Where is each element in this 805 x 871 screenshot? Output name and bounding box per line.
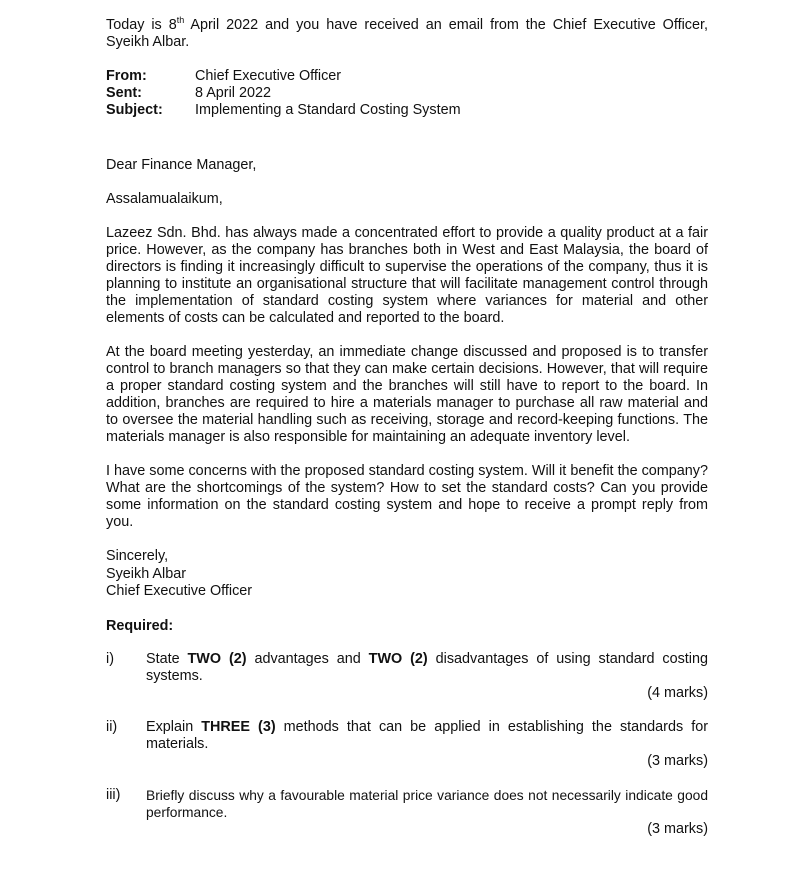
- text-run: Explain: [146, 718, 202, 735]
- valediction: Sincerely,: [106, 548, 169, 564]
- emphasis-text: THREE (3): [201, 718, 276, 735]
- question-number: iii): [106, 786, 121, 803]
- text-run: methods that can be applied in establishing the standards for materials.: [146, 718, 709, 752]
- body-paragraph: I have some concerns with the proposed standard costing system. Will it benefit the company? What are the shortcomings of the system? How to set the standard costs? Can you provide some information on the standard costing system and hope to receive a prompt reply from you.: [106, 463, 708, 530]
- intro-text-end: April 2022 and you have received an email from the Chief Executive Officer, Syeikh Albar.: [106, 17, 708, 50]
- question-marks: (3 marks): [647, 752, 708, 769]
- intro-text-start: Today is 8: [106, 17, 177, 33]
- emphasis-text: TWO (2): [187, 650, 247, 667]
- header-from: [106, 68, 708, 85]
- text-run: State: [146, 650, 188, 667]
- day-ordinal-suffix: th: [176, 15, 185, 25]
- header-label: Subject:: [106, 102, 163, 118]
- signature-block: [106, 548, 708, 601]
- header-value: Implementing a Standard Costing System: [195, 102, 461, 118]
- question-text: [146, 719, 708, 753]
- header-value: Chief Executive Officer: [195, 68, 342, 84]
- question-text: Briefly discuss why a favourable material price variance does not necessarily indicate good performance.: [146, 787, 708, 820]
- header-value: 8 April 2022: [195, 85, 272, 101]
- question-number: ii): [106, 718, 118, 735]
- question-item: [106, 787, 708, 838]
- body-paragraph: At the board meeting yesterday, an immediate change discussed and proposed is to transfer control to branch managers so that they can make certain decisions. However, that will require a proper standard costing system and the branches will still have to report to the board. In addition, branches are required to hire a materials manager to purchase all raw material and to oversee the material handling such as receiving, storage and record-keeping functions. The materials manager is also responsible for maintaining an adequate inventory level.: [106, 344, 708, 445]
- intro-paragraph: [106, 17, 708, 51]
- question-body: [146, 651, 708, 702]
- question-number: i): [106, 650, 114, 667]
- question-item: [106, 719, 708, 770]
- greeting: Assalamualaikum,: [106, 191, 223, 207]
- required-heading: Required:: [106, 617, 174, 634]
- question-body: [146, 787, 708, 838]
- header-sent: [106, 85, 708, 102]
- email-headers: [106, 68, 708, 119]
- signer-title: Chief Executive Officer: [106, 583, 253, 599]
- body-paragraph: Lazeez Sdn. Bhd. has always made a concentrated effort to provide a quality product at a fair price. However, as the company has branches both in West and East Malaysia, the board of directors is finding it increasingly difficult to supervise the operations of the company, thus it is planning to institute an organisational structure that will facilitate management control through the implementation of standard costing system where variances for material and other elements of costs can be calculated and reported to the board.: [106, 225, 708, 326]
- text-run: disadvantages of using standard costing systems.: [146, 650, 709, 684]
- question-text: [146, 651, 708, 685]
- emphasis-text: TWO (2): [368, 650, 428, 667]
- question-marks: (3 marks): [647, 820, 708, 837]
- question-marks: (4 marks): [647, 684, 708, 701]
- header-subject: [106, 102, 708, 119]
- text-run: advantages and: [246, 650, 369, 667]
- salutation: Dear Finance Manager,: [106, 157, 257, 173]
- question-body: [146, 719, 708, 770]
- signer-name: Syeikh Albar: [106, 565, 186, 582]
- question-item: [106, 651, 708, 702]
- document-page: [106, 17, 708, 838]
- header-label: From:: [106, 68, 147, 84]
- header-label: Sent:: [106, 85, 142, 101]
